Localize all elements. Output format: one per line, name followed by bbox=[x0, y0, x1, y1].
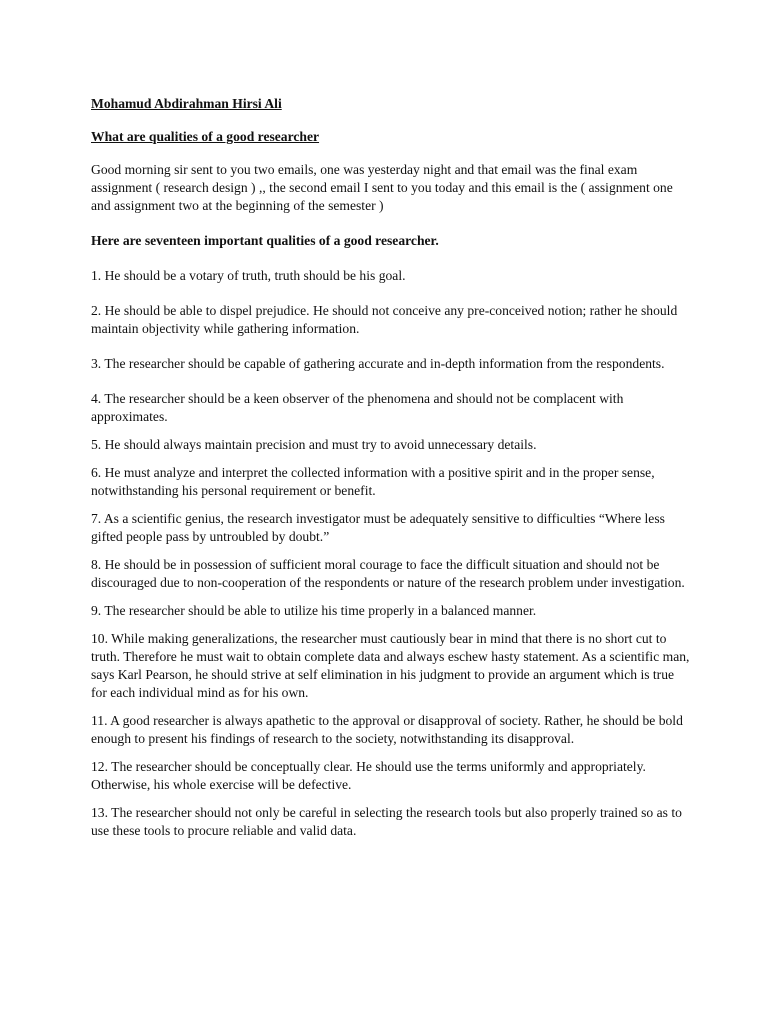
list-heading: Here are seventeen important qualities of a good researcher. bbox=[91, 233, 439, 248]
quality-item-1: 1. He should be a votary of truth, truth should be his goal. bbox=[91, 268, 406, 283]
quality-item-3: 3. The researcher should be capable of gathering accurate and in-depth information from the respondents. bbox=[91, 356, 665, 371]
document-page bbox=[91, 95, 691, 850]
intro-paragraph: Good morning sir sent to you two emails, one was yesterday night and that email was the final exam assignment ( research design ) ,, the second email I sent to you today and this email is the ( assignment one and assignment two at the beginning of the semester ) bbox=[91, 162, 673, 213]
quality-item-10: 10. While making generalizations, the researcher must cautiously bear in mind that there is no short cut to truth. Therefore he must wait to obtain complete data and always eschew hasty statement. As a scientific man, says Karl Pearson, he should strive at self elimination in his judgment to provide an argument which is true for each individual mind as for his own. bbox=[91, 631, 690, 700]
quality-item-11: 11. A good researcher is always apathetic to the approval or disapproval of society. Rather, he should be bold enough to present his findings of research to the society, notwithstanding its disapproval. bbox=[91, 713, 683, 746]
quality-item-12: 12. The researcher should be conceptually clear. He should use the terms uniformly and appropriately. Otherwise, his whole exercise will be defective. bbox=[91, 759, 646, 792]
quality-item-2: 2. He should be able to dispel prejudice. He should not conceive any pre-conceived notion; rather he should maintain objectivity while gathering information. bbox=[91, 303, 678, 336]
quality-item-4: 4. The researcher should be a keen observer of the phenomena and should not be complacent with approximates. bbox=[91, 391, 624, 424]
quality-item-7: 7. As a scientific genius, the research investigator must be adequately sensitive to difficulties “Where less gifted people pass by untroubled by doubt.” bbox=[91, 511, 665, 544]
quality-item-5: 5. He should always maintain precision and must try to avoid unnecessary details. bbox=[91, 437, 537, 452]
author-name: Mohamud Abdirahman Hirsi Ali bbox=[91, 96, 282, 111]
quality-item-13: 13. The researcher should not only be careful in selecting the research tools but also properly trained so as to use these tools to procure reliable and valid data. bbox=[91, 805, 682, 838]
document-title: What are qualities of a good researcher bbox=[91, 129, 320, 144]
quality-item-9: 9. The researcher should be able to utilize his time properly in a balanced manner. bbox=[91, 603, 537, 618]
quality-item-6: 6. He must analyze and interpret the collected information with a positive spirit and in the proper sense, notwithstanding his personal requirement or benefit. bbox=[91, 465, 655, 498]
quality-item-8: 8. He should be in possession of sufficient moral courage to face the difficult situation and should not be discouraged due to non-cooperation of the respondents or nature of the research problem under investigation. bbox=[91, 557, 685, 590]
